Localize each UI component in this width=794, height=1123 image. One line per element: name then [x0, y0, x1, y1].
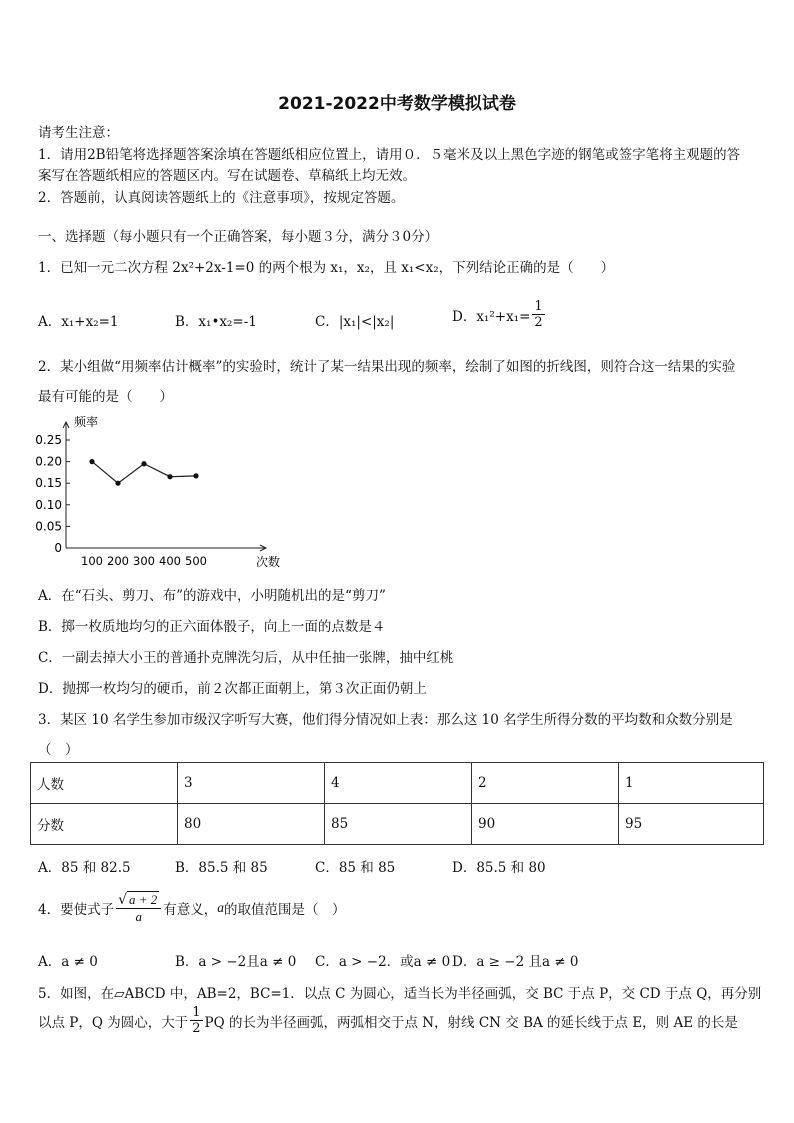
notice-item-2: 2．答题前，认真阅读答题纸上的《注意事项》，按规定答题。 — [38, 190, 405, 206]
q4-option-c: C．a > −2．或a ≠ 0 — [315, 954, 451, 970]
score-table — [30, 762, 764, 845]
page-title: 2021-2022中考数学模拟试卷 — [278, 94, 516, 114]
table-cell: 人数 — [31, 763, 178, 804]
data-point — [141, 461, 146, 466]
question-1-stem: 1．已知一元二次方程 2x²+2x-1=0 的两个根为 x₁，x₂，且 x₁<x₂，下列结论正确的是（ ） — [38, 260, 615, 276]
data-point — [193, 473, 198, 478]
x-tick-label: 300 — [133, 554, 155, 568]
section-heading: 一、选择题（每小题只有一个正确答案，每小题３分，满分３0分） — [38, 229, 439, 245]
q4-variable: a — [217, 900, 225, 915]
notice-heading: 请考生注意： — [38, 125, 119, 141]
q2-option-a: A．在“石头、剪刀、布”的游戏中，小明随机出的是“剪刀” — [38, 588, 386, 604]
q3-option-d: D．85.5 和 80 — [452, 860, 546, 876]
x-tick-label: 400 — [159, 554, 181, 568]
q4-suffix: 的取值范围是（ ） — [224, 902, 346, 918]
data-point — [89, 459, 94, 464]
q2-option-d: D．抛掷一枚均匀的硬币，前２次都正面朝上，第３次正面仍朝上 — [38, 681, 427, 697]
q3-option-b: B．85.5 和 85 — [175, 860, 268, 876]
table-cell: 3 — [178, 763, 325, 804]
table-cell: 1 — [619, 763, 764, 804]
x-axis-label: 次数 — [256, 555, 281, 569]
y-tick-label: 0.25 — [35, 433, 62, 447]
notice-item-1b: 案写在答题纸相应的答题区内。写在试题卷、草稿纸上均无效。 — [38, 168, 416, 184]
question-3-stem-a: 3．某区 10 名学生参加市级汉字听写大赛，他们得分情况如上表：那么这 10 名学生所得分数的平均数和众数分别是 — [38, 712, 733, 728]
sqrt-radicand: a + 2 — [129, 892, 158, 907]
table-cell: 80 — [178, 804, 325, 845]
q4-suffix-mid: 有意义， — [163, 902, 218, 918]
q3-option-c: C．85 和 85 — [315, 860, 396, 876]
question-2-stem-a: 2．某小组做“用频率估计概率”的实验时，统计了某一结果出现的频率，绘制了如图的折线图，则符合这一结果的实验 — [38, 359, 736, 375]
q1-option-d-fraction — [532, 299, 544, 330]
fraction-denominator: 2 — [192, 1021, 201, 1036]
frequency-line-chart — [35, 410, 281, 570]
fraction-numerator: 1 — [192, 1005, 201, 1020]
q4-fraction — [116, 892, 161, 924]
fraction-numerator: √ a + 2 — [116, 892, 161, 909]
question-5-line-1: 5．如图，在▱ABCD 中，AB=2，BC=1．以点 C 为圆心，适当长为半径画弧，交 BC 于点 P，交 CD 于点 Q，再分别 — [38, 986, 762, 1002]
q4-option-d: D．a ≥ −2 且a ≠ 0 — [452, 954, 579, 970]
table-cell: 95 — [619, 804, 764, 845]
data-point — [115, 481, 120, 486]
table-cell: 分数 — [31, 804, 178, 845]
y-axis-label: 频率 — [74, 415, 99, 429]
q4-prefix: 4．要使式子 — [38, 902, 115, 918]
fraction-denominator: a — [135, 909, 142, 924]
q2-option-c: C．一副去掉大小王的普通扑克牌洗匀后，从中任抽一张牌，抽中红桃 — [38, 650, 454, 666]
y-tick-label: 0.10 — [35, 497, 62, 512]
x-tick-label: 100 — [81, 554, 103, 568]
y-tick-label: 0.05 — [35, 519, 62, 534]
data-point — [167, 474, 172, 479]
y-tick-label: 0.15 — [35, 476, 62, 491]
q1-option-d-prefix: D．x₁²+x₁= — [452, 308, 531, 325]
question-2-stem-b: 最有可能的是（ ） — [38, 389, 173, 405]
question-4-stem — [38, 892, 346, 924]
q3-option-a: A．85 和 82.5 — [38, 860, 131, 876]
x-tick-label: 500 — [185, 554, 207, 568]
table-cell: 90 — [472, 804, 619, 845]
notice-item-1a: 1．请用2B铅笔将选择题答案涂填在答题纸相应位置上，请用０．５毫米及以上黑色字迹的钢笔或签字笔将主观题的答 — [38, 147, 741, 163]
q1-option-c: C．|x₁|<|x₂| — [315, 314, 395, 330]
q1-option-a: A．x₁+x₂=1 — [38, 314, 119, 330]
chart-axes — [63, 414, 280, 569]
q4-option-a: A．a ≠ 0 — [38, 954, 98, 970]
table-cell: 4 — [325, 763, 472, 804]
y-tick-label: 0.20 — [35, 454, 62, 469]
fraction-numerator: 1 — [534, 299, 543, 314]
chart-series — [89, 459, 198, 486]
table-cell: 85 — [325, 804, 472, 845]
table-row — [31, 804, 764, 845]
q2-option-b: B．掷一枚质地均匀的正六面体骰子，向上一面的点数是４ — [38, 619, 386, 635]
q5-line-2a: 以点 P，Q 为圆心，大于 — [38, 1014, 189, 1031]
question-3-stem-b: （ ） — [38, 742, 79, 758]
q5-fraction — [190, 1005, 202, 1036]
table-row — [31, 763, 764, 804]
q1-option-b: B．x₁•x₂=-1 — [175, 314, 257, 330]
x-tick-label: 200 — [107, 554, 129, 568]
question-5-line-2 — [38, 1005, 738, 1036]
y-tick-label: 0 — [54, 541, 62, 555]
q4-option-b: B．a > −2且a ≠ 0 — [175, 954, 297, 970]
table-cell: 2 — [472, 763, 619, 804]
q1-option-d — [452, 299, 547, 330]
q5-line-2b: PQ 的长为半径画弧，两弧相交于点 N，射线 CN 交 BA 的延长线于点 E，则 AE 的长是 — [204, 1014, 738, 1031]
fraction-denominator: 2 — [534, 315, 543, 330]
